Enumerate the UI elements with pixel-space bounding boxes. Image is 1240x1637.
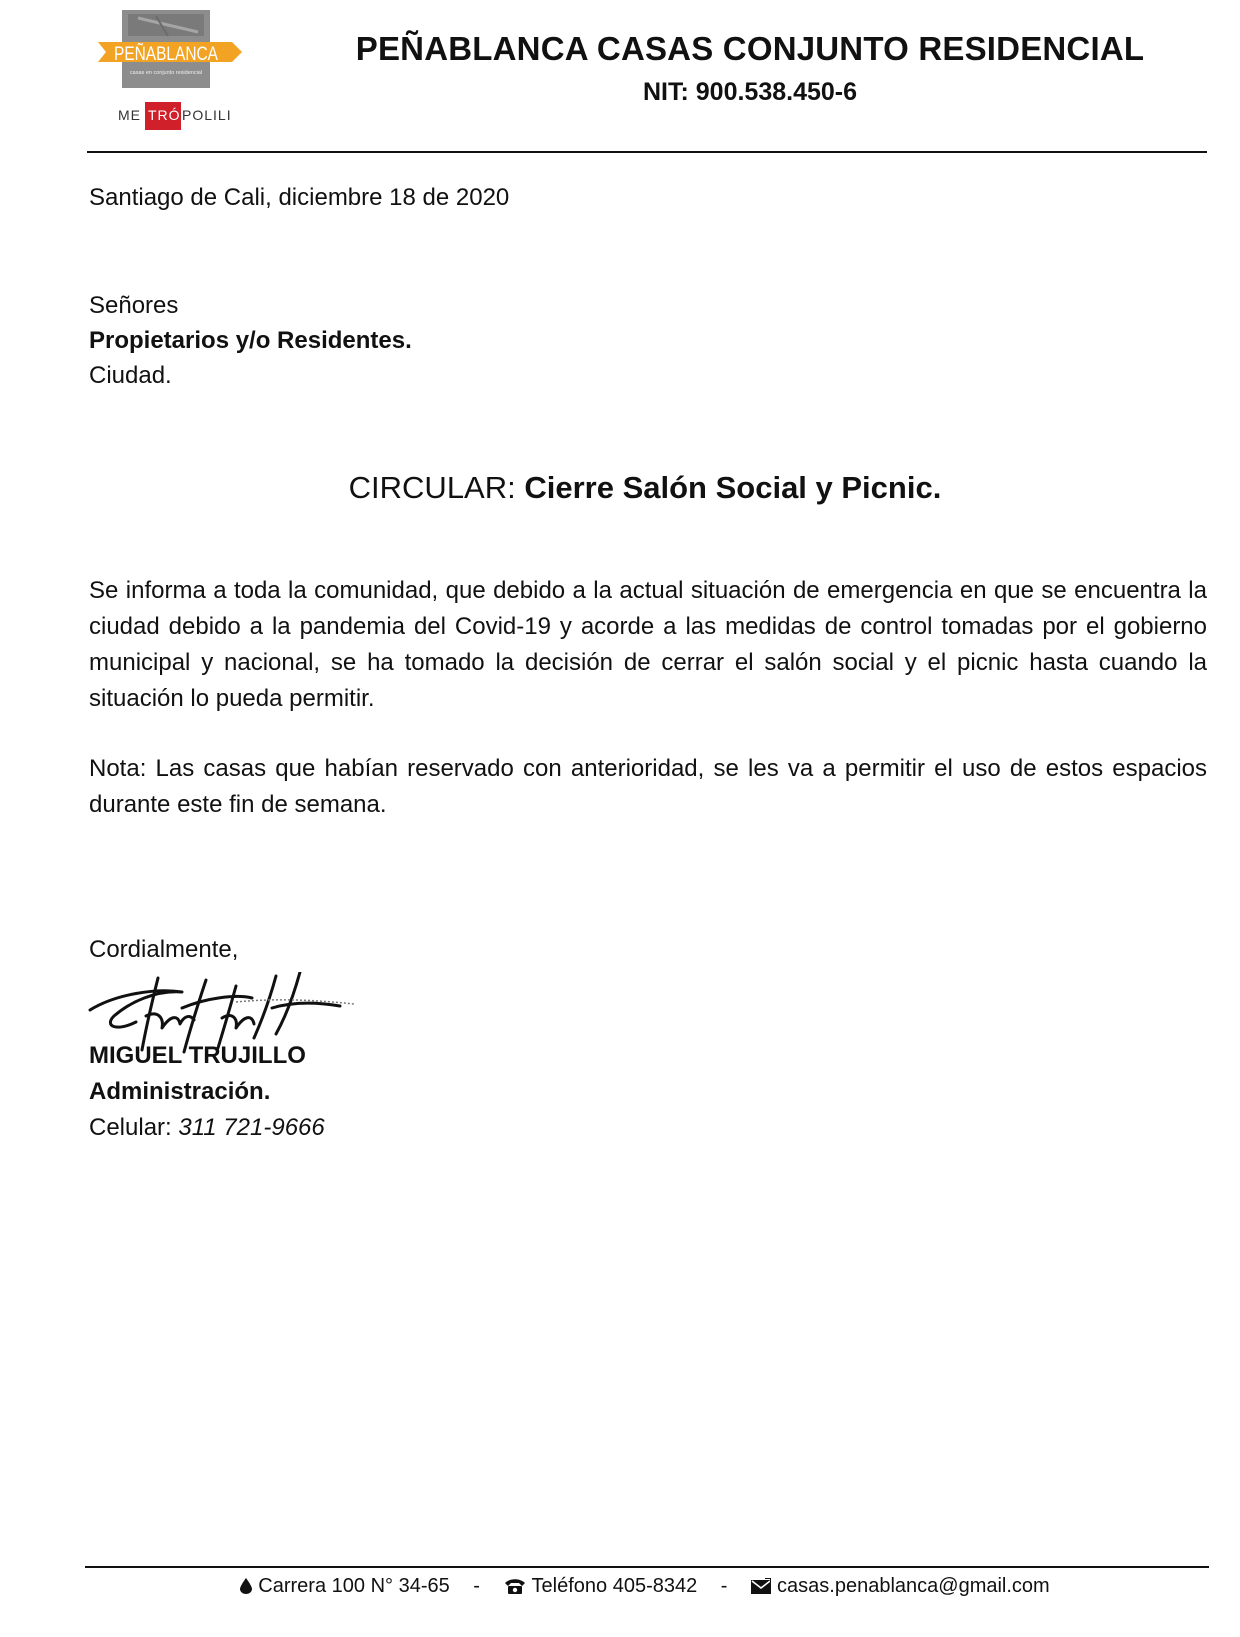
handwritten-signature: [86, 972, 356, 1054]
recipient-city: Ciudad.: [89, 362, 172, 389]
recipient-salutation: Señores: [89, 292, 179, 319]
date-line: Santiago de Cali, diciembre 18 de 2020: [89, 184, 510, 211]
body-paragraph-2: Nota: Las casas que habían reservado con anterioridad, se les va a permitir el uso de estos espacios durante este fin de semana.: [89, 755, 1207, 818]
footer-separator: -: [720, 1575, 728, 1597]
recipient-name: Propietarios y/o Residentes.: [89, 327, 412, 354]
phone-number: 311 721-9666: [178, 1114, 325, 1141]
penablanca-logo: [98, 8, 242, 132]
telephone-icon: [504, 1578, 526, 1594]
phone-label: Celular:: [89, 1114, 179, 1141]
header-divider: [87, 151, 1207, 153]
logo-sub-mid: TRÓ: [148, 107, 181, 123]
closing-line: Cordialmente,: [89, 936, 239, 963]
logo-tagline-text: casas en conjunto residencial: [129, 70, 203, 76]
envelope-icon: [751, 1578, 771, 1594]
logo-sub-right: POLILI: [182, 107, 232, 123]
footer-contact: [0, 1575, 1240, 1598]
subject-prefix: CIRCULAR:: [348, 470, 525, 505]
organization-title: PEÑABLANCA CASAS CONJUNTO RESIDENCIAL: [355, 30, 1145, 67]
footer-divider: [85, 1566, 1209, 1568]
signer-name: MIGUEL TRUJILLO: [89, 1042, 306, 1069]
footer-address: Carrera 100 N° 34-65: [258, 1575, 450, 1597]
subject-title: Cierre Salón Social y Picnic.: [524, 470, 942, 505]
logo-brand-text: PEÑABLANCA: [114, 44, 242, 65]
footer-phone: Teléfono 405-8342: [531, 1575, 698, 1597]
body-paragraph-1: Se informa a toda la comunidad, que debido a la actual situación de emergencia en que se encuentra la ciudad debido a la pandemia del Covid-19 y acorde a las medidas de control tomadas por el gobierno municipal y nacional, se ha tomado la decisión de cerrar el salón social y el picnic hasta cuando la situación lo pueda permitir.: [89, 577, 1207, 712]
location-drop-icon: [240, 1578, 252, 1594]
organization-nit: NIT: 900.538.450-6: [642, 78, 858, 106]
signer-phone: [89, 1110, 325, 1146]
footer-email: casas.penablanca@gmail.com: [777, 1575, 1050, 1597]
logo-sub-left: ME: [118, 107, 141, 123]
circular-subject: [0, 470, 1240, 506]
signer-role: Administración.: [89, 1078, 271, 1105]
footer-separator: -: [473, 1575, 480, 1597]
